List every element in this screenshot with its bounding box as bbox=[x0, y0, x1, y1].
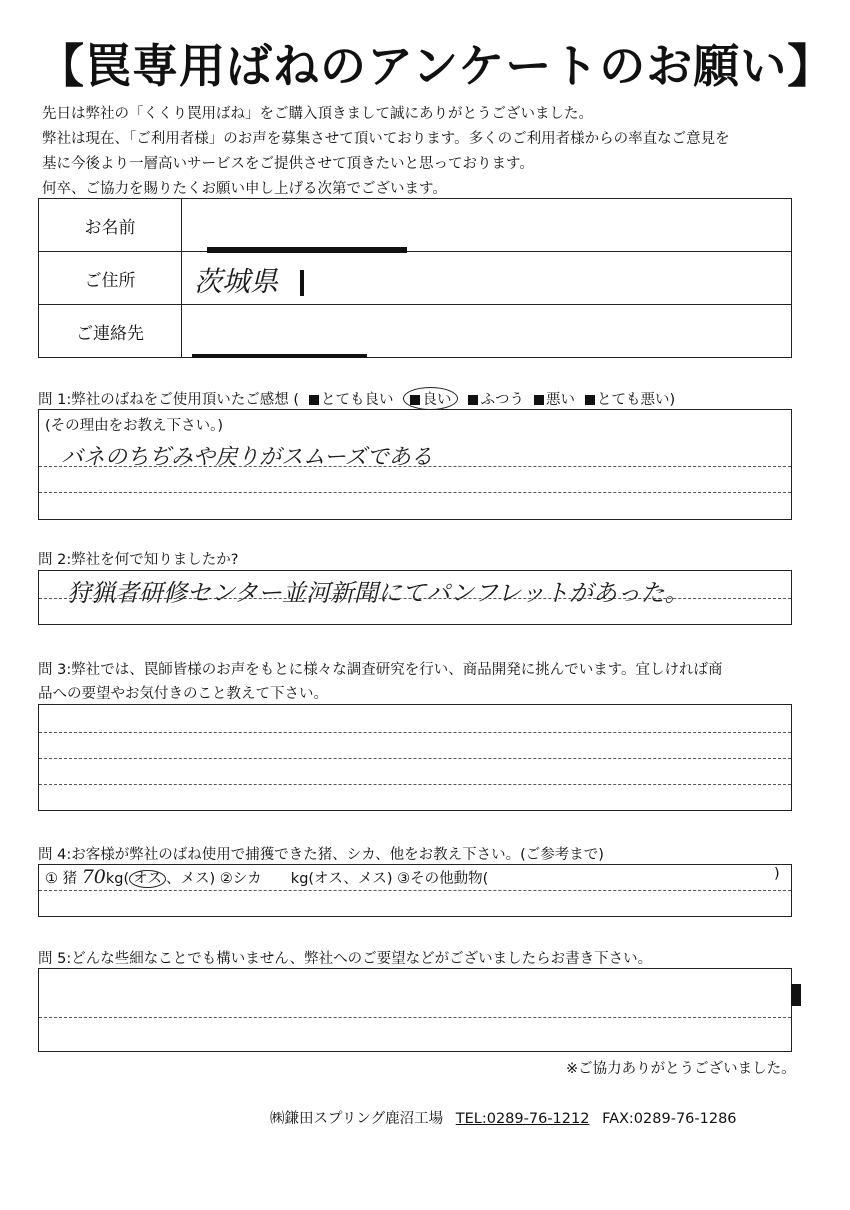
checkbox-icon bbox=[410, 395, 420, 405]
address-field[interactable] bbox=[182, 252, 792, 305]
answer-line bbox=[39, 732, 791, 733]
q4-boar-weight: 70 bbox=[81, 866, 106, 888]
q1-option-good-selected[interactable]: 良い bbox=[403, 387, 458, 410]
q3-answer-box[interactable] bbox=[38, 704, 792, 811]
contact-info-table bbox=[38, 198, 792, 358]
answer-line bbox=[39, 758, 791, 759]
answer-line bbox=[39, 492, 791, 493]
answer-line bbox=[39, 1017, 791, 1018]
answer-line bbox=[39, 466, 791, 467]
intro-line-2: 弊社は現在、「ご利用者様」のお声を募集させて頂いております。多くのご利用者様からの率直なご意見を bbox=[42, 131, 730, 147]
checkbox-icon bbox=[585, 395, 595, 405]
q4-rest: 、メス) ②シカ kg(オス、メス) ③その他動物( bbox=[166, 871, 489, 887]
q1-option-bad[interactable]: 悪い bbox=[534, 388, 575, 409]
checkbox-icon bbox=[534, 395, 544, 405]
footer-tel[interactable]: TEL:0289-76-1212 bbox=[455, 1111, 590, 1127]
q1-option-very-good[interactable]: とても良い bbox=[309, 388, 394, 409]
q1-close-paren: ) bbox=[669, 392, 676, 408]
q1-option-normal[interactable]: ふつう bbox=[468, 388, 524, 409]
q4-boar-male-selected[interactable]: オス bbox=[129, 870, 166, 888]
q1-option-very-bad[interactable]: とても悪い bbox=[585, 388, 670, 409]
intro-line-3: 基に今後より一層高いサービスをご提供させて頂きたいと思っております。 bbox=[42, 156, 534, 172]
q4-answer-row bbox=[45, 866, 488, 888]
intro-line-4: 何卒、ご協力を賜りたくお願い申し上げる次第でございます。 bbox=[42, 181, 447, 197]
q2-answer-box[interactable] bbox=[38, 570, 792, 625]
redaction-mark bbox=[300, 270, 304, 296]
q2-answer-text: 狩猟者研修センター並河新聞にてパンフレットがあった。 bbox=[67, 579, 689, 607]
q3-label-line-1: 問 3:弊社では、罠師皆様のお声をもとに様々な調査研究を行い、商品開発に挑んでいます。宜しければ商 bbox=[38, 662, 723, 678]
address-value: 茨城県 bbox=[194, 265, 279, 298]
q3-label-line-2: 品への要望やお気付きのこと教えて下さい。 bbox=[38, 686, 328, 702]
q4-boar-prefix: ① 猪 bbox=[45, 871, 78, 887]
name-label: お名前 bbox=[39, 199, 182, 252]
address-label: ご住所 bbox=[39, 252, 182, 305]
q5-label: 問 5:どんな些細なことでも構いません、弊社へのご要望などがございましたらお書き下さい。 bbox=[38, 951, 653, 967]
q4-close-paren: ) bbox=[774, 866, 780, 882]
q1-reason-prompt: (その理由をお教え下さい。) bbox=[45, 418, 224, 434]
q1-answer-box[interactable] bbox=[38, 409, 792, 520]
redaction-bar bbox=[192, 354, 367, 358]
q4-answer-box[interactable] bbox=[38, 864, 792, 917]
footer-contact bbox=[270, 1107, 737, 1128]
contact-label: ご連絡先 bbox=[39, 305, 182, 358]
answer-line bbox=[39, 784, 791, 785]
contact-field[interactable] bbox=[182, 305, 792, 358]
intro-line-1: 先日は弊社の「くくり罠用ばね」をご購入頂きまして誠にありがとうございました。 bbox=[42, 106, 593, 122]
q4-label: 問 4:お客様が弊社のばね使用で捕獲できた猪、シカ、他をお教え下さい。(ご参考まで) bbox=[38, 847, 604, 863]
q1-label-row bbox=[38, 387, 675, 410]
ink-mark bbox=[791, 984, 801, 1006]
name-field[interactable] bbox=[182, 199, 792, 252]
q4-boar-unit: kg( bbox=[105, 871, 130, 887]
footer-fax: FAX:0289-76-1286 bbox=[602, 1111, 737, 1127]
q1-label: 問 1:弊社のばねをご使用頂いたご感想 ( bbox=[38, 392, 299, 408]
q5-answer-box[interactable] bbox=[38, 968, 792, 1052]
answer-line bbox=[39, 598, 791, 599]
q1-answer-text: バネのちぢみや戻りがスムーズである bbox=[61, 445, 433, 470]
checkbox-icon bbox=[468, 395, 478, 405]
footer-company: ㈱鎌田スプリング鹿沼工場 bbox=[270, 1111, 444, 1127]
answer-line bbox=[39, 890, 791, 891]
checkbox-icon bbox=[309, 395, 319, 405]
page-title: 【罠専用ばねのアンケートのお願い】 bbox=[38, 39, 835, 93]
thanks-note: ※ご協力ありがとうございました。 bbox=[566, 1061, 796, 1077]
q2-label: 問 2:弊社を何で知りましたか? bbox=[38, 552, 239, 568]
